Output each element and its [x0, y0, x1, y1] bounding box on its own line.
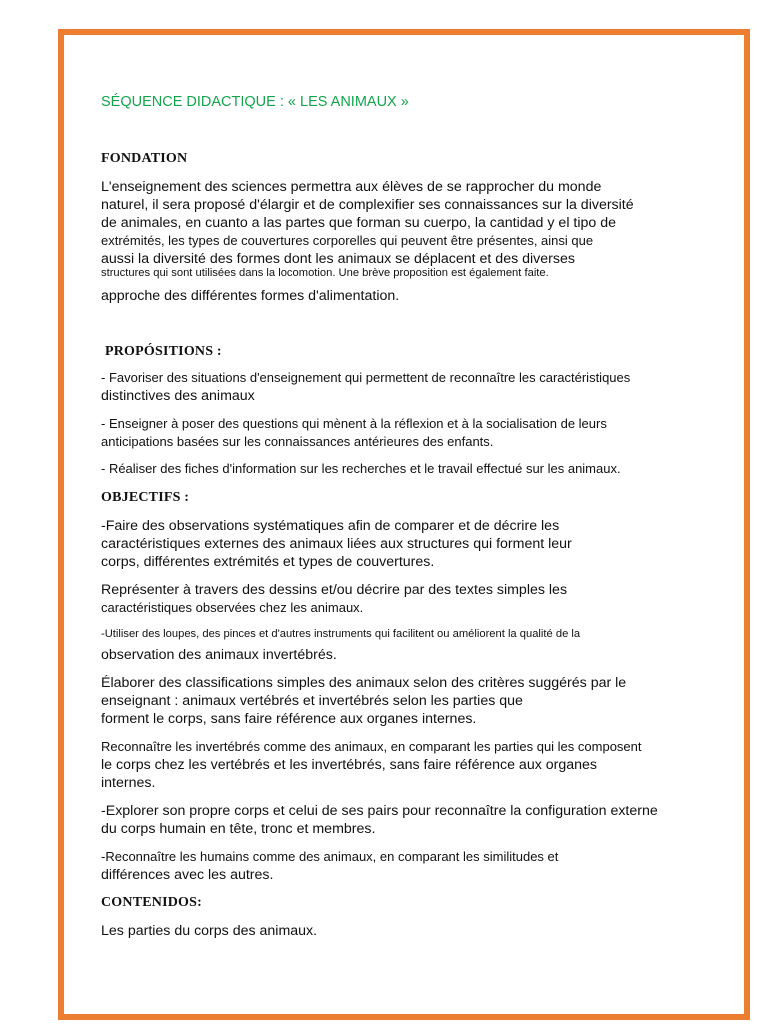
- objectifs-line: corps, différentes extrémités et types de couvertures.: [101, 554, 435, 570]
- objectifs-line: internes.: [101, 775, 156, 791]
- fondation-line: naturel, il sera proposé d'élargir et de complexifier ses connaissances sur la diversité: [101, 197, 634, 213]
- objectifs-line: enseignant : animaux vertébrés et invertébrés selon les parties que: [101, 693, 523, 709]
- objectifs-line: caractéristiques observées chez les animaux.: [101, 600, 364, 615]
- propositions-line: - Enseigner à poser des questions qui mènent à la réflexion et à la socialisation de leurs: [101, 416, 607, 431]
- objectifs-line: du corps humain en tête, tronc et membres.: [101, 821, 376, 837]
- contenidos-heading: CONTENIDOS:: [101, 895, 202, 910]
- contenidos-line: Les parties du corps des animaux.: [101, 923, 318, 939]
- fondation-line: approche des différentes formes d'alimentation.: [101, 288, 400, 304]
- fondation-line: structures qui sont utilisées dans la locomotion. Une brève proposition est également faite.: [101, 267, 549, 279]
- objectifs-line: -Explorer son propre corps et celui de ses pairs pour reconnaître la configuration externe: [101, 803, 658, 819]
- objectifs-line: forment le corps, sans faire référence aux organes internes.: [101, 711, 477, 727]
- objectifs-line: Représenter à travers des dessins et/ou décrire par des textes simples les: [101, 582, 568, 598]
- propositions-line: distinctives des animaux: [101, 388, 255, 404]
- fondation-heading: FONDATION: [101, 151, 188, 166]
- fondation-line: aussi la diversité des formes dont les animaux se déplacent et des diverses: [101, 251, 575, 267]
- objectifs-line: caractéristiques externes des animaux liées aux structures qui forment leur: [101, 536, 572, 552]
- document-title: SÉQUENCE DIDACTIQUE : « LES ANIMAUX »: [101, 94, 409, 110]
- fondation-line: L'enseignement des sciences permettra aux élèves de se rapprocher du monde: [101, 179, 602, 195]
- objectifs-line: -Faire des observations systématiques afin de comparer et de décrire les: [101, 518, 560, 534]
- propositions-line: - Réaliser des fiches d'information sur les recherches et le travail effectué sur les animaux.: [101, 461, 621, 476]
- fondation-line: extrémités, les types de couvertures corporelles qui peuvent être présentes, ainsi que: [101, 233, 594, 248]
- objectifs-line: Élaborer des classifications simples des animaux selon des critères suggérés par le: [101, 675, 627, 691]
- objectifs-line: le corps chez les vertébrés et les invertébrés, sans faire référence aux organes: [101, 757, 598, 773]
- propositions-line: - Favoriser des situations d'enseignement qui permettent de reconnaître les caractéristiques: [101, 370, 631, 385]
- propositions-line: anticipations basées sur les connaissances antérieures des enfants.: [101, 434, 494, 449]
- objectifs-line: Reconnaître les invertébrés comme des animaux, en comparant les parties qui les composent: [101, 739, 642, 754]
- objectifs-line: différences avec les autres.: [101, 867, 274, 883]
- objectifs-line: -Utiliser des loupes, des pinces et d'autres instruments qui facilitent ou améliorent la qualité de la: [101, 628, 581, 640]
- propositions-heading: PROPÓSITIONS :: [105, 344, 222, 359]
- objectifs-line: -Reconnaître les humains comme des animaux, en comparant les similitudes et: [101, 849, 559, 864]
- objectifs-line: observation des animaux invertébrés.: [101, 647, 337, 663]
- objectifs-heading: OBJECTIFS :: [101, 490, 190, 505]
- fondation-line: de animales, en cuanto a las partes que forman su cuerpo, la cantidad y el tipo de: [101, 215, 617, 231]
